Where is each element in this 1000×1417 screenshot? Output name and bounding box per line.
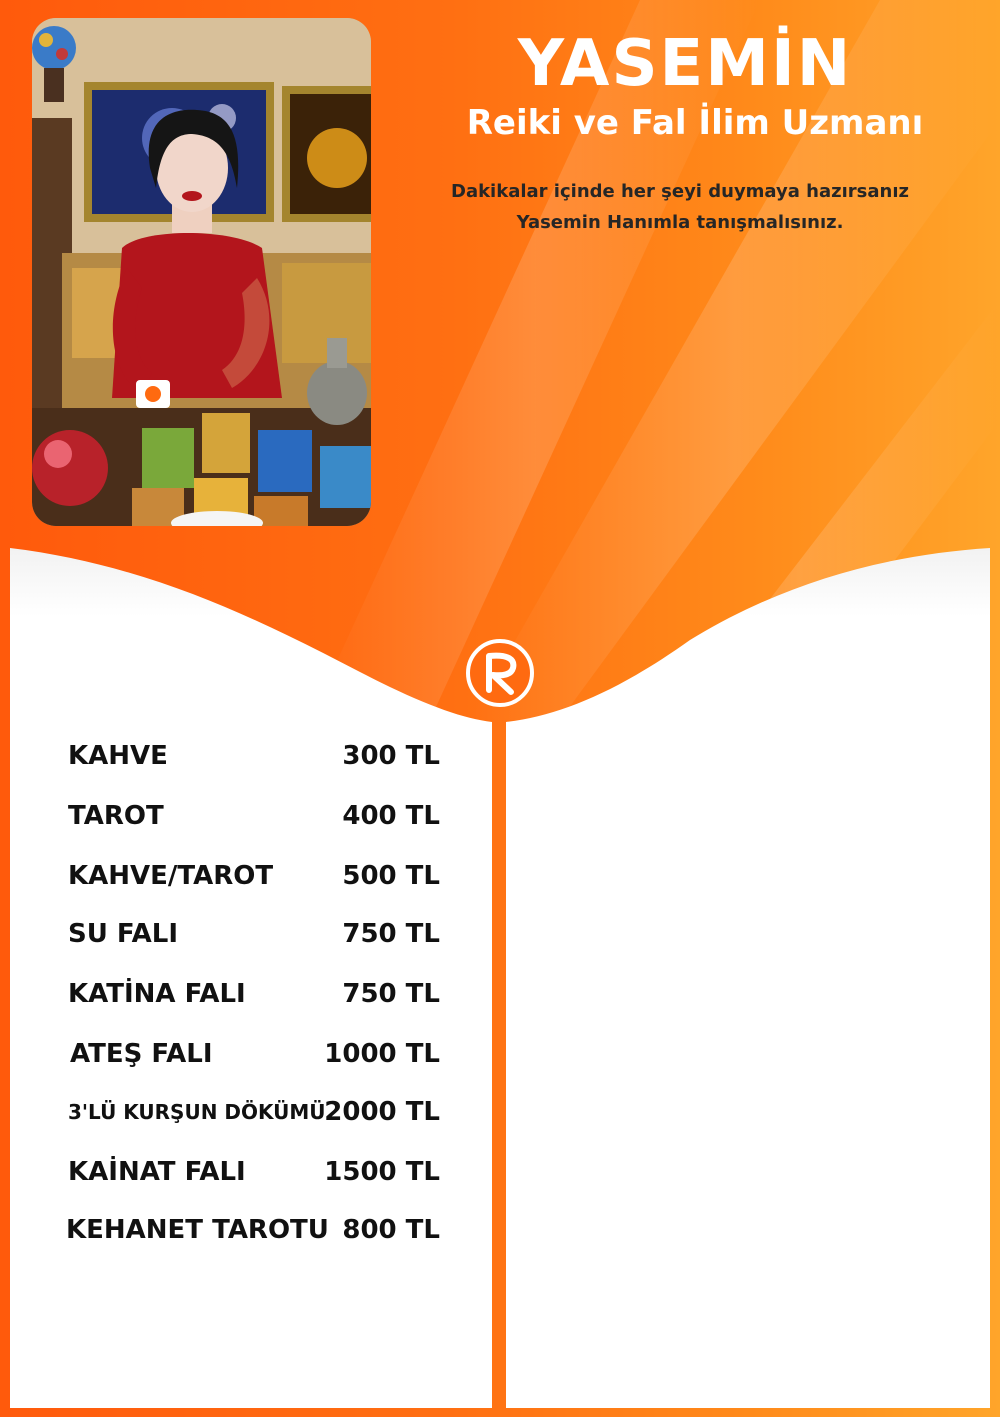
price-row bbox=[0, 974, 500, 1014]
service-name: TAROT bbox=[68, 801, 164, 831]
price-row bbox=[0, 736, 500, 776]
service-price: 1500 TL bbox=[324, 1157, 440, 1187]
service-name: KAHVE/TAROT bbox=[68, 861, 274, 891]
service-name: KAİNAT FALI bbox=[68, 1157, 246, 1187]
price-row bbox=[0, 1210, 500, 1250]
page-title: YASEMİN bbox=[517, 27, 853, 101]
service-name: KAHVE bbox=[68, 741, 168, 771]
subtitle: Reiki ve Fal İlim Uzmanı bbox=[466, 103, 924, 143]
service-price: 1000 TL bbox=[324, 1039, 440, 1069]
price-row bbox=[0, 796, 500, 836]
service-price: 500 TL bbox=[342, 861, 440, 891]
tagline-line-2: Yasemin Hanımla tanışmalısınız. bbox=[516, 212, 844, 233]
price-row bbox=[0, 914, 500, 954]
service-price: 800 TL bbox=[342, 1215, 440, 1245]
service-name: KEHANET TAROTU bbox=[66, 1215, 329, 1245]
service-price: 750 TL bbox=[342, 979, 440, 1009]
service-price: 750 TL bbox=[342, 919, 440, 949]
service-price: 400 TL bbox=[342, 801, 440, 831]
tagline-line-1: Dakikalar içinde her şeyi duymaya hazırsanız bbox=[451, 181, 909, 202]
price-row bbox=[0, 1092, 500, 1132]
price-row bbox=[0, 856, 500, 896]
service-name: 3'LÜ KURŞUN DÖKÜMÜ bbox=[68, 1100, 326, 1124]
service-name: ATEŞ FALI bbox=[70, 1039, 213, 1069]
service-name: KATİNA FALI bbox=[68, 979, 246, 1009]
service-price: 300 TL bbox=[342, 741, 440, 771]
service-name: SU FALI bbox=[68, 919, 179, 949]
price-row bbox=[0, 1152, 500, 1192]
price-row bbox=[0, 1034, 500, 1074]
service-price: 2000 TL bbox=[324, 1097, 440, 1127]
